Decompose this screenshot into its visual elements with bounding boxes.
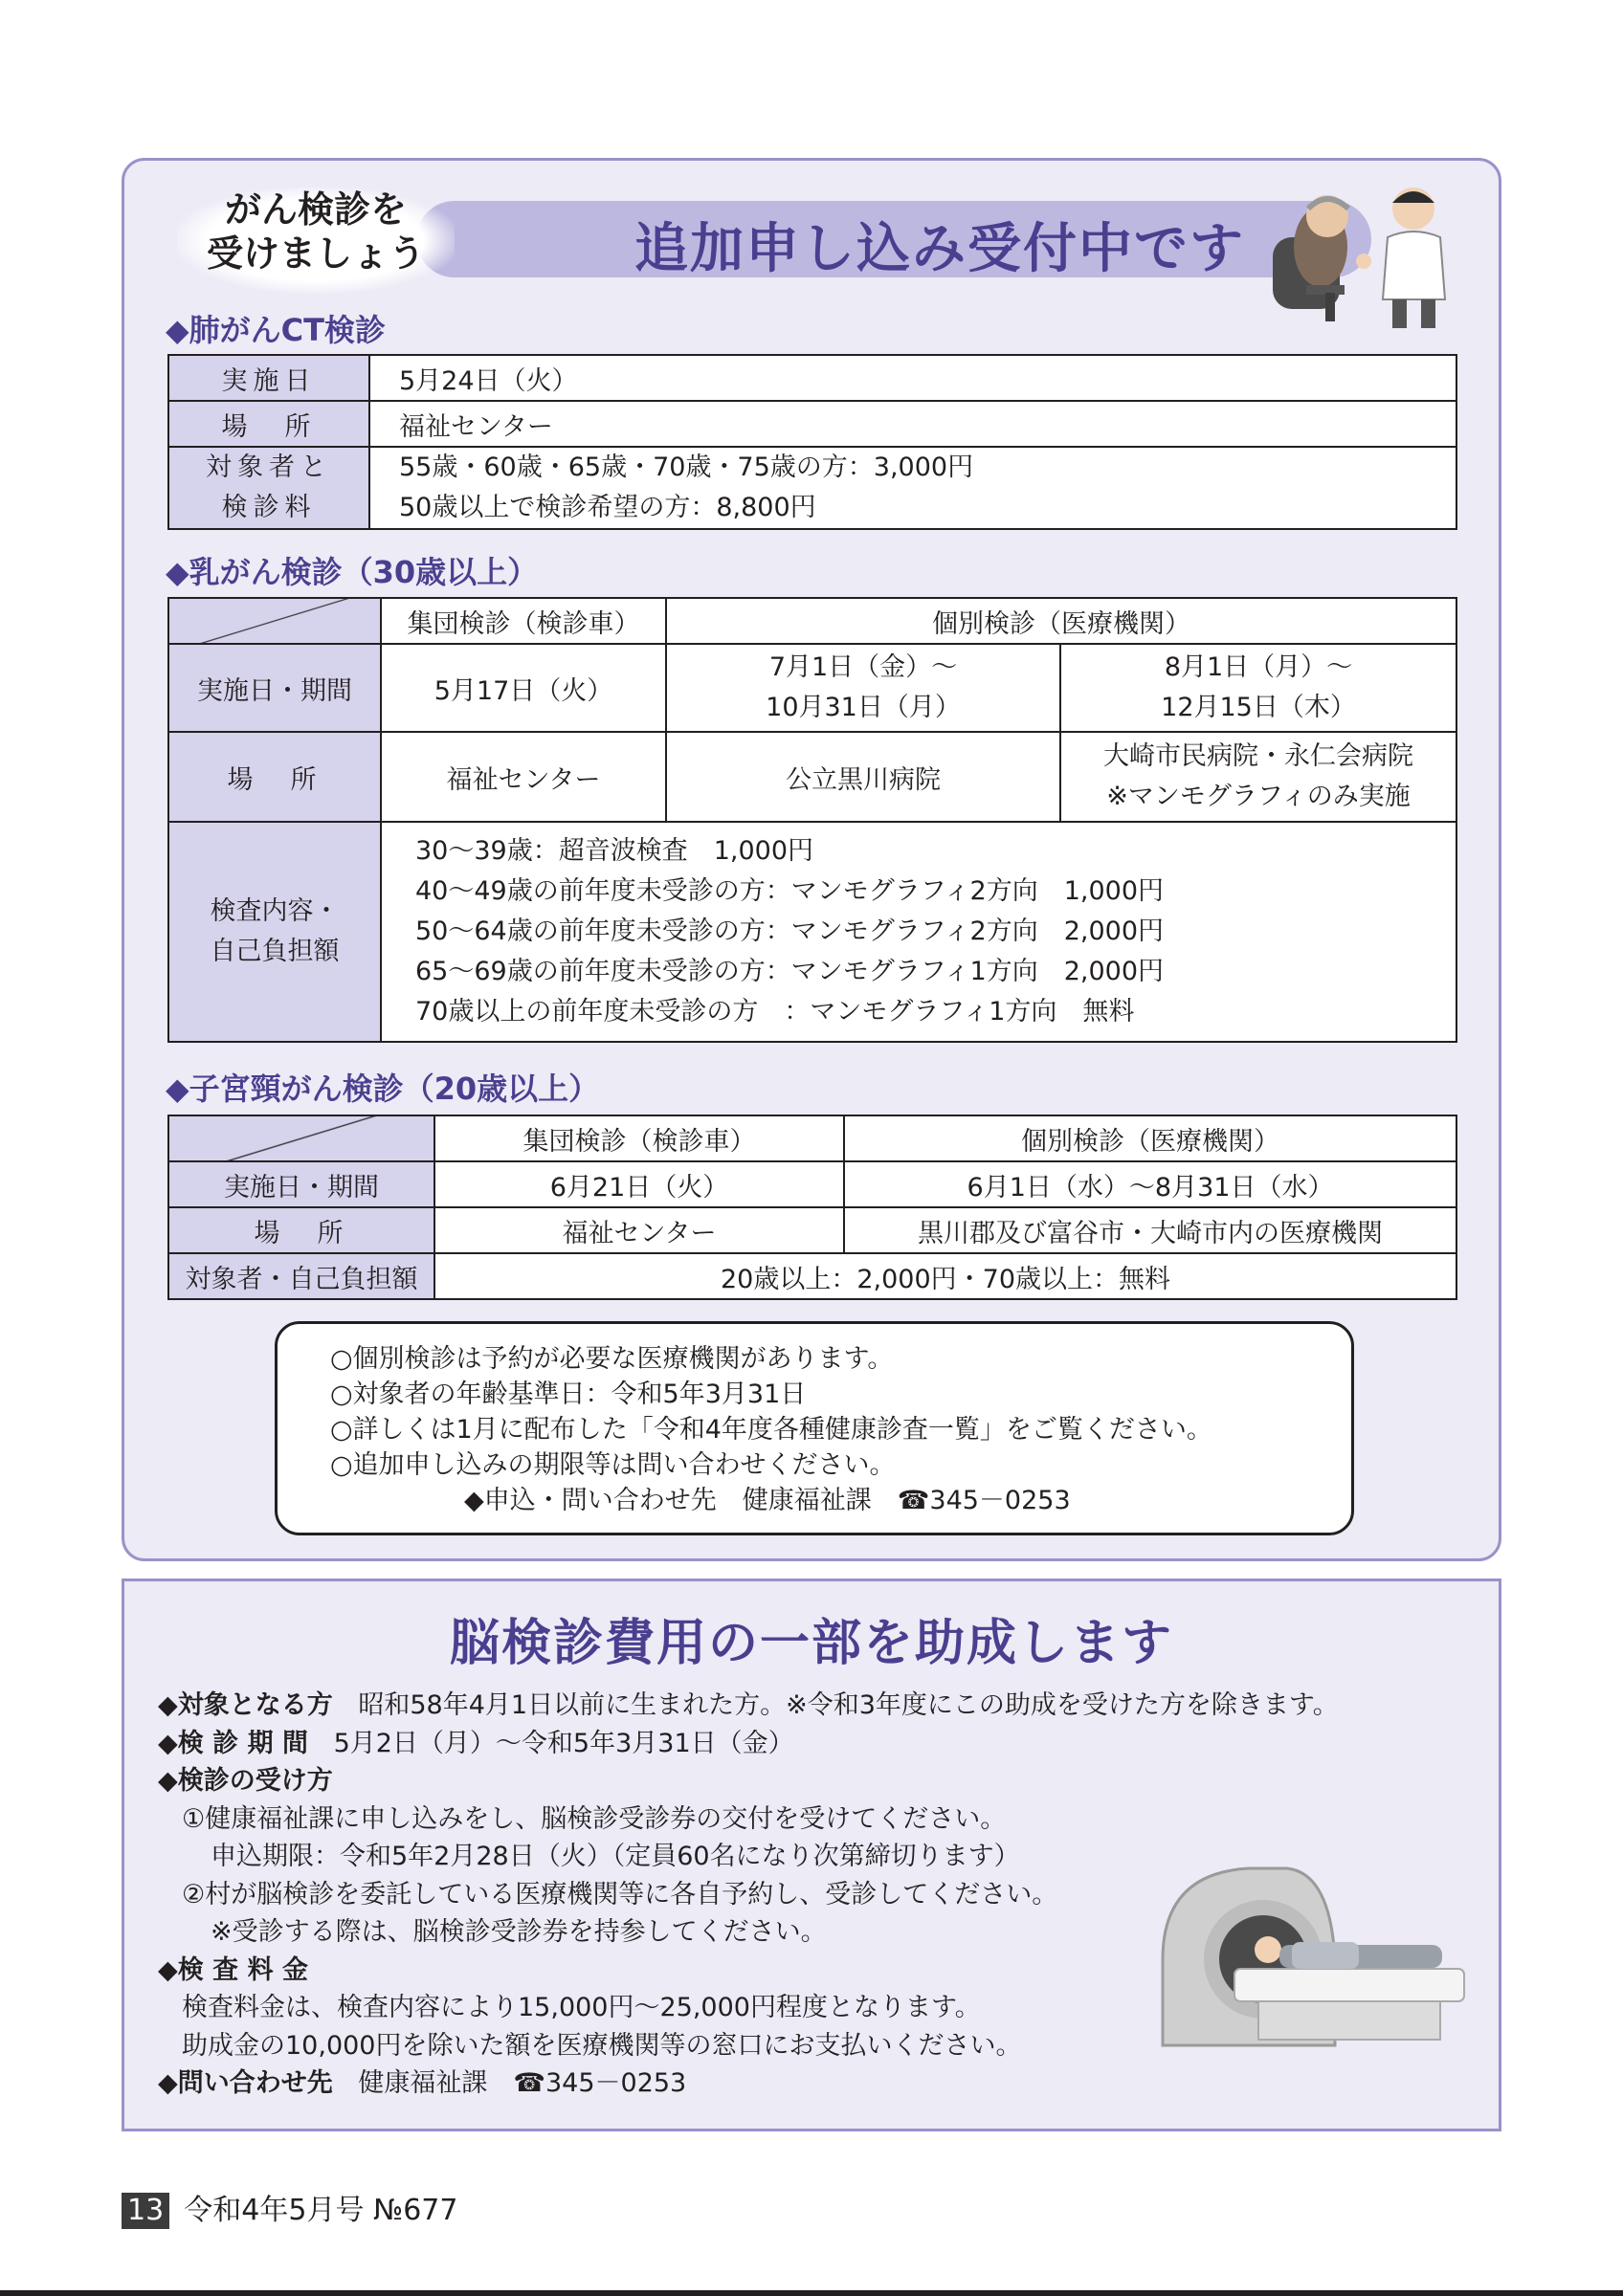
target-row bbox=[158, 1687, 1339, 1725]
bottom-rule bbox=[0, 2290, 1623, 2296]
doctor-patient-illustration bbox=[1268, 180, 1474, 333]
lung-heading: ◆肺がんCT検診 bbox=[166, 312, 386, 348]
col-header: 個別検診（医療機関） bbox=[844, 1115, 1456, 1161]
cervical-table bbox=[167, 1115, 1457, 1300]
contact-text: 健康福祉課 ☎345－0253 bbox=[358, 2068, 687, 2098]
table-row bbox=[168, 598, 1456, 644]
badge bbox=[177, 188, 455, 293]
step-1-deadline: 申込期限：令和5年2月28日（火）（定員60名になり次第締切ります） bbox=[211, 1842, 1020, 1871]
cervical-heading: ◆子宮頸がん検診（20歳以上） bbox=[166, 1071, 600, 1107]
row-label: 実施日・期間 bbox=[168, 644, 381, 732]
table-row bbox=[168, 1207, 1456, 1253]
col-header: 集団検診（検診車） bbox=[434, 1115, 844, 1161]
contact-info: ◆申込・問い合わせ先 健康福祉課 ☎345－0253 bbox=[464, 1486, 1071, 1515]
page-title: 追加申し込み受付中です bbox=[634, 218, 1245, 280]
cell-value: 55歳・60歳・65歳・70歳・75歳の方：3,000円 50歳以上で検診希望の方：8,800円 bbox=[369, 447, 1456, 529]
col-header: 個別検診（医療機関） bbox=[666, 598, 1456, 644]
cell-value: 30～39歳：超音波検査 1,000円 40～49歳の前年度未受診の方：マンモグラフィ2方向 1,000円 50～64歳の前年度未受診の方：マンモグラフィ2方向 2,000円 65～69歳の前年度未受診の方：マンモグラフィ1方向 2,000円 70歳以上の前年度未受診の方 ：マンモグラフィ1方向 無料 bbox=[381, 822, 1456, 1042]
howto-label: ◆検診の受け方 bbox=[158, 1766, 333, 1796]
row-label: 実施日・期間 bbox=[168, 1161, 434, 1207]
breast-table bbox=[167, 597, 1457, 1043]
cell-value: 黒川郡及び富谷市・大崎市内の医療機関 bbox=[844, 1207, 1456, 1253]
period-text: 5月2日（月）～令和5年3月31日（金） bbox=[333, 1728, 794, 1758]
table-row bbox=[168, 1161, 1456, 1207]
row-label: 対象者・自己負担額 bbox=[168, 1253, 434, 1299]
row-label: 場 所 bbox=[168, 732, 381, 822]
note: ○詳しくは1月に配布した「令和4年度各種健康診査一覧」をご覧ください。 bbox=[330, 1415, 1212, 1445]
lung-table bbox=[167, 354, 1457, 530]
col-header: 集団検診（検診車） bbox=[381, 598, 666, 644]
period-label: ◆検 診 期 間 bbox=[158, 1728, 308, 1758]
fee-label: ◆検 査 料 金 bbox=[158, 1954, 308, 1985]
page-number: 13 bbox=[122, 2193, 169, 2229]
page-footer bbox=[122, 2193, 457, 2231]
contact-label: ◆問い合わせ先 bbox=[158, 2068, 333, 2098]
cell-value: 5月17日（火） bbox=[381, 644, 666, 732]
corner-cell bbox=[168, 1115, 434, 1161]
cell-value: 福祉センター bbox=[381, 732, 666, 822]
cell-value: 大崎市民病院・永仁会病院 ※マンモグラフィのみ実施 bbox=[1060, 732, 1456, 822]
cancer-screening-panel bbox=[122, 158, 1501, 1561]
cell-value: 5月24日（火） bbox=[369, 355, 1456, 401]
cell-value: 6月1日（水）～8月31日（水） bbox=[844, 1161, 1456, 1207]
table-row bbox=[168, 355, 1456, 401]
cell-value: 公立黒川病院 bbox=[666, 732, 1060, 822]
step-2: ②村が脳検診を委託している医療機関等に各自予約し、受診してください。 bbox=[182, 1879, 1058, 1910]
brain-checkup-panel bbox=[122, 1578, 1501, 2131]
notes-box bbox=[275, 1321, 1354, 1535]
fee-line-2: 助成金の10,000円を除いた額を医療機関等の窓口にお支払いください。 bbox=[182, 2030, 1022, 2061]
table-row bbox=[168, 644, 1456, 732]
row-label: 対象者と 検診料 bbox=[168, 447, 369, 529]
table-row bbox=[168, 732, 1456, 822]
note: ○対象者の年齢基準日：令和5年3月31日 bbox=[330, 1380, 807, 1409]
badge-line-2: 受けましょう bbox=[206, 232, 425, 275]
note: ○追加申し込みの期限等は問い合わせください。 bbox=[330, 1450, 896, 1480]
row-label: 場 所 bbox=[168, 1207, 434, 1253]
target-label: ◆対象となる方 bbox=[158, 1690, 333, 1720]
corner-cell bbox=[168, 598, 381, 644]
cell-value: 福祉センター bbox=[369, 401, 1456, 447]
row-label: 実施日 bbox=[168, 355, 369, 401]
issue-label: 令和4年5月号 №677 bbox=[184, 2194, 458, 2227]
table-row bbox=[168, 1253, 1456, 1299]
cell-value: 福祉センター bbox=[434, 1207, 844, 1253]
cell-value: 6月21日（火） bbox=[434, 1161, 844, 1207]
table-row bbox=[168, 401, 1456, 447]
cell-value: 8月1日（月）～ 12月15日（木） bbox=[1060, 644, 1456, 732]
table-row bbox=[168, 447, 1456, 529]
badge-line-1: がん検診を bbox=[224, 188, 407, 231]
fee-line-1: 検査料金は、検査内容により15,000円～25,000円程度となります。 bbox=[182, 1993, 981, 2022]
cell-value: 7月1日（金）～ 10月31日（月） bbox=[666, 644, 1060, 732]
row-label: 検査内容・ 自己負担額 bbox=[168, 822, 381, 1042]
header-banner bbox=[416, 201, 1371, 280]
target-text: 昭和58年4月1日以前に生まれた方。※令和3年度にこの助成を受けた方を除きます。 bbox=[358, 1690, 1339, 1720]
row-label: 場 所 bbox=[168, 401, 369, 447]
brain-title: 脳検診費用の一部を助成します bbox=[449, 1615, 1173, 1672]
cell-value: 20歳以上：2,000円・70歳以上：無料 bbox=[434, 1253, 1456, 1299]
period-row bbox=[158, 1725, 1339, 1763]
step-1: ①健康福祉課に申し込みをし、脳検診受診券の交付を受けてください。 bbox=[182, 1803, 1007, 1834]
note: ○個別検診は予約が必要な医療機関があります。 bbox=[330, 1344, 894, 1374]
mri-scanner-illustration bbox=[1144, 1854, 1483, 2074]
step-2-note: ※受診する際は、脳検診受診券を持参してください。 bbox=[211, 1917, 827, 1947]
breast-heading: ◆乳がん検診（30歳以上） bbox=[166, 554, 539, 590]
table-row bbox=[168, 822, 1456, 1042]
table-row bbox=[168, 1115, 1456, 1161]
